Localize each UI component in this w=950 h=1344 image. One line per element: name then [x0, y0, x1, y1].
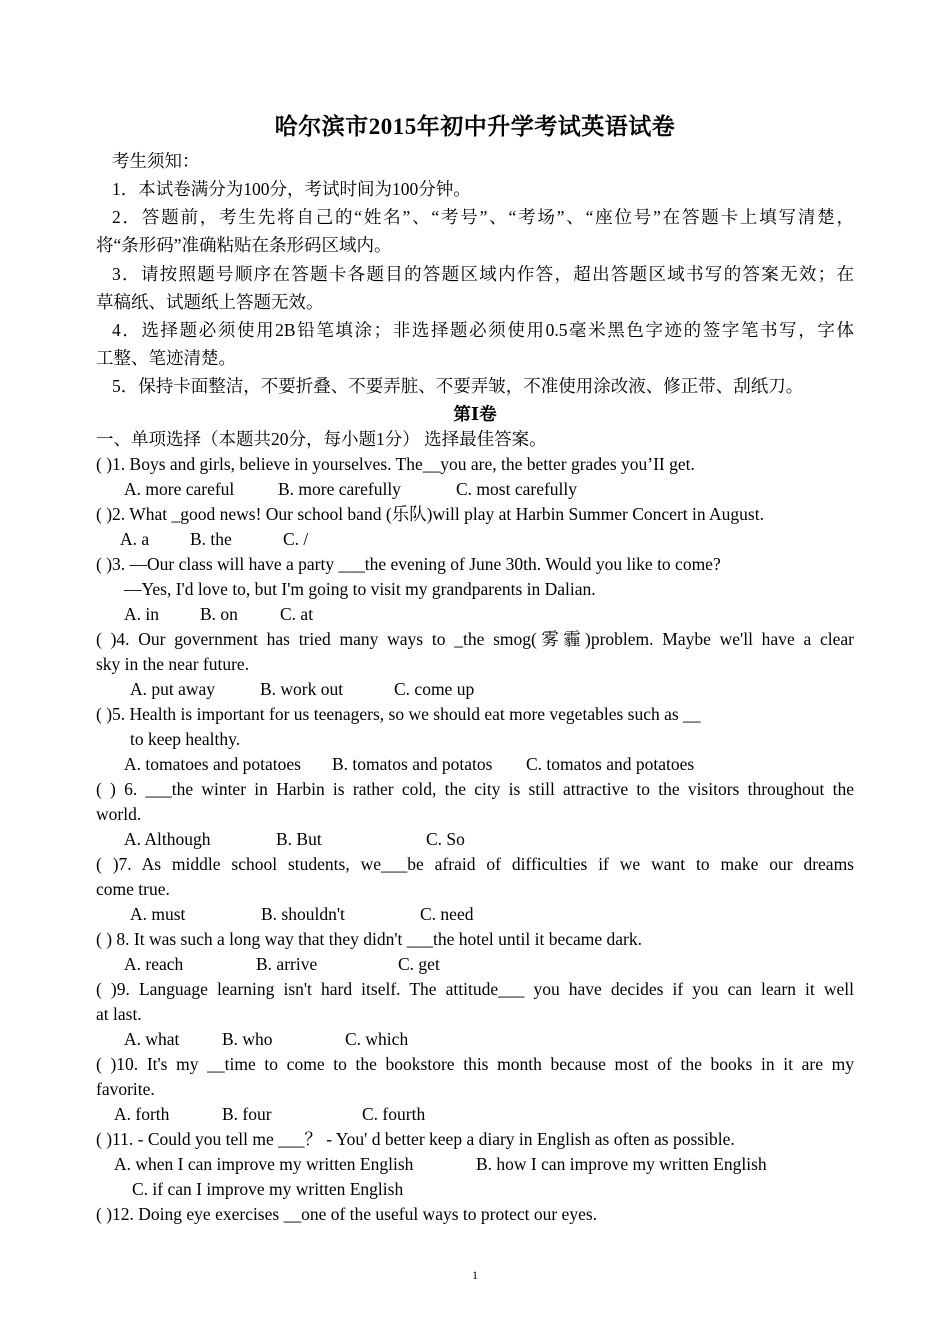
option-c: C. come up	[394, 679, 475, 699]
option-a: A. more careful	[124, 479, 235, 499]
question-10: ( )10. It's my __time to come to the bookstore this month because most of the books in it are my	[96, 1054, 854, 1074]
question-3-reply: —Yes, I'd love to, but I'm going to visit my grandparents in Dalian.	[124, 579, 596, 599]
notice-item: 工整、笔迹清楚。	[96, 348, 236, 368]
notice-item: 2．答题前，考生先将自己的“姓名”、“考号”、“考场”、“座位号”在答题卡上填写清楚，	[112, 207, 854, 227]
question-4-cont: sky in the near future.	[96, 654, 250, 674]
option-c: C. if can I improve my written English	[132, 1179, 404, 1199]
question-9-cont: at last.	[96, 1004, 142, 1024]
question-1: ( )1. Boys and girls, believe in yourselves. The__you are, the better grades you’II get.	[96, 454, 695, 474]
question-5-cont: to keep healthy.	[130, 729, 241, 749]
option-c: C. at	[280, 604, 314, 624]
option-b: B. four	[222, 1104, 272, 1124]
option-a: A. when I can improve my written English	[114, 1154, 414, 1174]
question-8: ( ) 8. It was such a long way that they didn't ___the hotel until it became dark.	[96, 929, 643, 949]
question-4: ( )4. Our government has tried many ways to _the smog(雾霾)problem. Maybe we'll have a clear	[96, 629, 854, 649]
option-c: C. which	[345, 1029, 409, 1049]
question-6: ( ) 6. ___the winter in Harbin is rather cold, the city is still attractive to the visitors throughout the	[96, 779, 854, 799]
option-a: A. must	[130, 904, 186, 924]
option-c: C. get	[398, 954, 440, 974]
section-title: 第Ⅰ卷	[453, 404, 497, 424]
option-a: A. a	[120, 529, 150, 549]
page-title: 哈尔滨市2015年初中升学考试英语试卷	[274, 114, 676, 139]
question-2: ( )2. What _good news! Our school band (乐队)will play at Harbin Summer Concert in August.	[96, 504, 764, 524]
question-3: ( )3. —Our class will have a party ___the evening of June 30th. Would you like to come?	[96, 554, 721, 574]
notice-item: 将“条形码”准确粘贴在条形码区域内。	[96, 235, 392, 255]
option-c: C. /	[283, 529, 309, 549]
option-a: A. reach	[124, 954, 184, 974]
option-b: B. more carefully	[278, 479, 401, 499]
notice-item: 5．保持卡面整洁，不要折叠、不要弄脏、不要弄皱，不准使用涂改液、修正带、刮纸刀。	[112, 376, 804, 396]
option-b: B. But	[276, 829, 322, 849]
option-b: B. shouldn't	[261, 904, 345, 924]
notice-item: 草稿纸、试题纸上答题无效。	[96, 292, 324, 312]
option-c: C. most carefully	[456, 479, 578, 499]
question-7-cont: come true.	[96, 879, 170, 899]
option-c: C. tomatos and potatoes	[526, 754, 695, 774]
part-heading: 一、单项选择（本题共20分，每小题1分） 选择最佳答案。	[96, 429, 547, 449]
page-number: 1	[472, 1268, 478, 1282]
question-10-cont: favorite.	[96, 1079, 155, 1099]
notice-item: 4．选择题必须使用2B铅笔填涂；非选择题必须使用0.5毫米黑色字迹的签字笔书写，字体	[112, 320, 854, 340]
option-c: C. need	[420, 904, 474, 924]
notice-heading: 考生须知：	[112, 151, 200, 171]
option-a: A. what	[124, 1029, 180, 1049]
option-b: B. how I can improve my written English	[476, 1154, 767, 1174]
question-11: ( )11. - Could you tell me ___？ - You' d better keep a diary in English as often as possible.	[96, 1129, 735, 1149]
option-c: C. fourth	[362, 1104, 426, 1124]
option-a: A. tomatoes and potatoes	[124, 754, 301, 774]
option-a: A. Although	[124, 829, 211, 849]
option-b: B. arrive	[256, 954, 318, 974]
question-12: ( )12. Doing eye exercises __one of the useful ways to protect our eyes.	[96, 1204, 598, 1224]
option-b: B. the	[190, 529, 232, 549]
option-b: B. tomatos and potatos	[332, 754, 493, 774]
question-9: ( )9. Language learning isn't hard itself. The attitude___ you have decides if you can learn it well	[96, 979, 854, 999]
notice-item: 3．请按照题号顺序在答题卡各题目的答题区域内作答，超出答题区域书写的答案无效；在	[112, 264, 854, 284]
option-a: A. put away	[130, 679, 216, 699]
option-a: A. forth	[114, 1104, 170, 1124]
option-a: A. in	[124, 604, 159, 624]
option-b: B. on	[200, 604, 238, 624]
option-c: C. So	[426, 829, 465, 849]
option-b: B. who	[222, 1029, 273, 1049]
notice-item: 1．本试卷满分为100分，考试时间为100分钟。	[112, 179, 471, 199]
question-6-cont: world.	[96, 804, 142, 824]
question-7: ( )7. As middle school students, we___be afraid of difficulties if we want to make our dreams	[96, 854, 854, 874]
option-b: B. work out	[260, 679, 344, 699]
question-5: ( )5. Health is important for us teenagers, so we should eat more vegetables such as __	[96, 704, 701, 724]
